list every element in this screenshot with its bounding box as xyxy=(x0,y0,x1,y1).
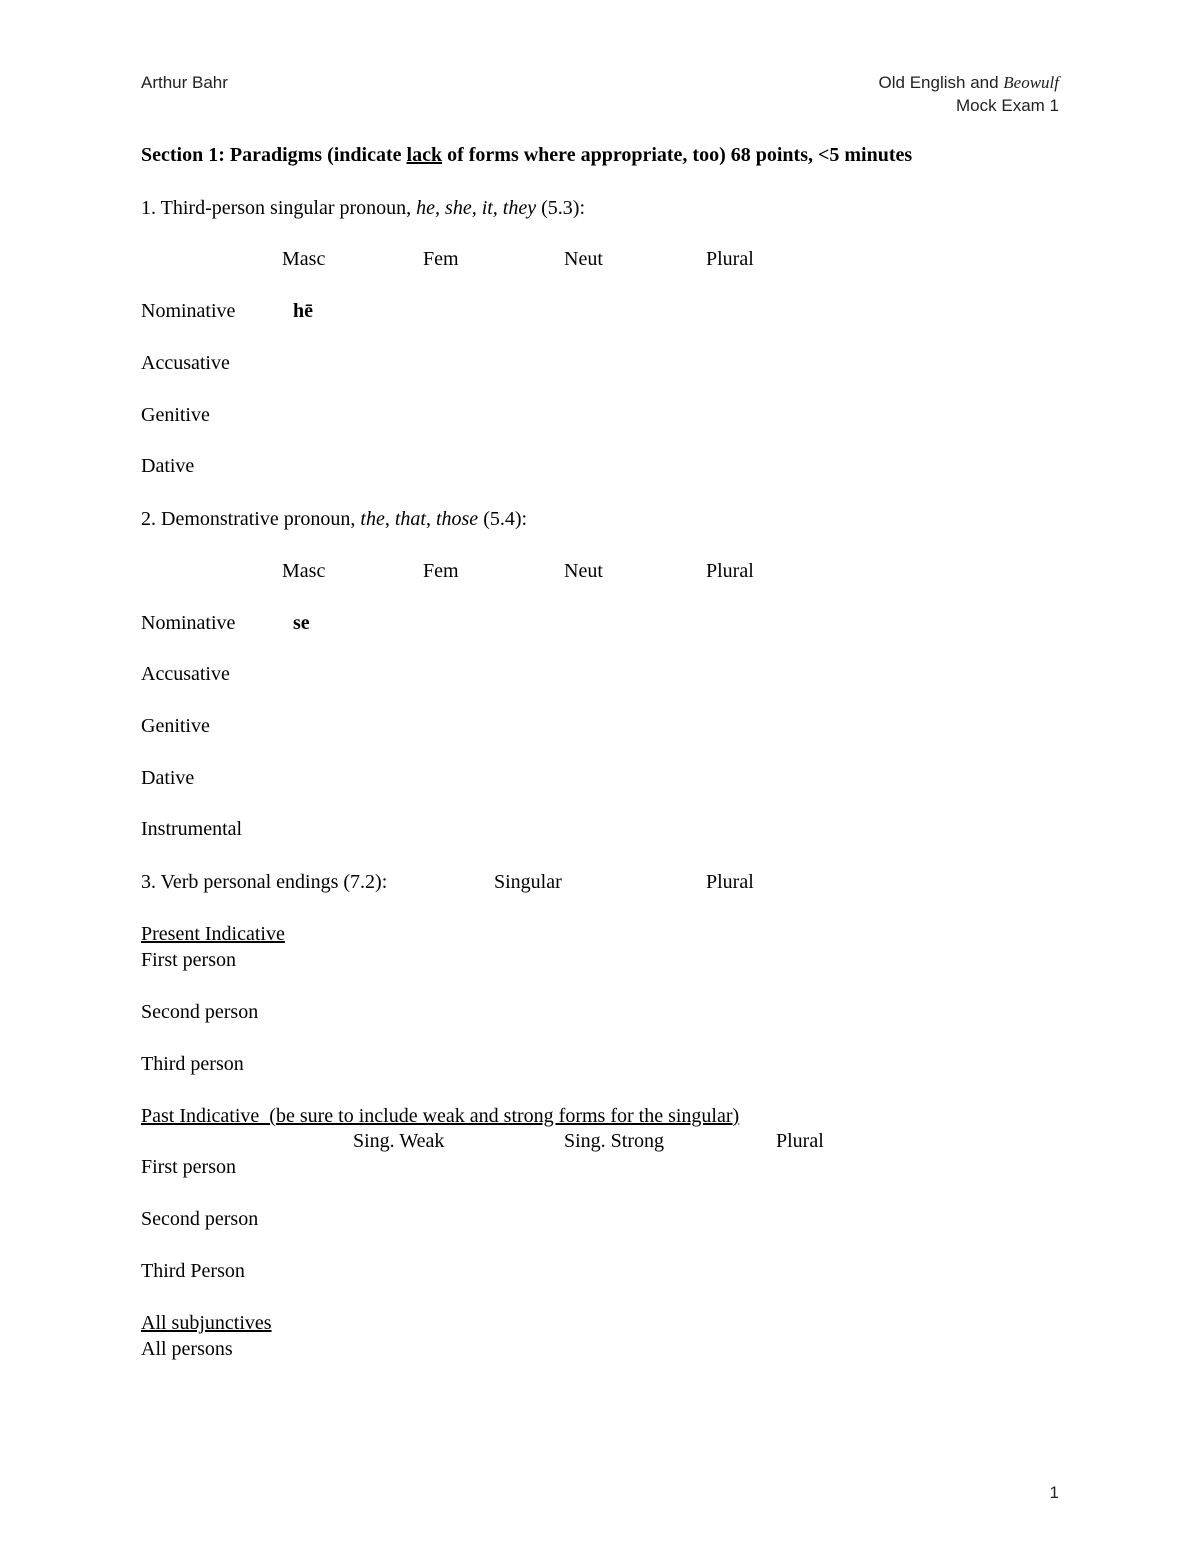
present-indicative-heading: Present Indicative xyxy=(141,923,285,945)
past-col-plural: Plural xyxy=(776,1130,824,1152)
section-heading-prefix: Section 1: Paradigms (indicate xyxy=(141,144,407,166)
section-heading-underlined: lack xyxy=(406,144,443,166)
subjunctives-heading: All subjunctives xyxy=(141,1312,272,1334)
present-row-second: Second person xyxy=(141,1001,259,1023)
q1-row-dative: Dative xyxy=(141,455,195,477)
q1-col-neut: Neut xyxy=(564,248,603,270)
q3-col-plural: Plural xyxy=(706,871,754,893)
section-heading-suffix: of forms where appropriate, too) 68 points, <5 minutes xyxy=(442,144,913,166)
q2-row-dative: Dative xyxy=(141,767,195,789)
past-col-sing-strong: Sing. Strong xyxy=(564,1130,665,1152)
q2-col-plural: Plural xyxy=(706,560,754,582)
q2-title-sep1: , xyxy=(384,508,395,530)
q1-title xyxy=(141,198,585,218)
q2-title-word-that: that xyxy=(394,508,426,530)
q1-col-masc: Masc xyxy=(282,248,326,270)
course-title xyxy=(879,74,1059,91)
q2-example-answer: se xyxy=(293,612,310,634)
q1-col-plural: Plural xyxy=(706,248,754,270)
past-col-sing-weak: Sing. Weak xyxy=(353,1130,445,1152)
q1-example-answer: hē xyxy=(293,300,313,322)
q2-col-masc: Masc xyxy=(282,560,326,582)
course-title-text: Old English and xyxy=(878,73,1004,92)
q3-title: 3. Verb personal endings (7.2): xyxy=(141,871,388,893)
q2-title-word-the: the xyxy=(360,508,385,530)
exam-title: Mock Exam 1 xyxy=(956,96,1059,115)
q2-title-word-those: those xyxy=(435,508,479,530)
course-title-italic: Beowulf xyxy=(1003,73,1059,92)
q2-row-accusative: Accusative xyxy=(141,663,230,685)
present-row-third: Third person xyxy=(141,1053,244,1075)
q3-col-singular: Singular xyxy=(494,871,562,893)
section-heading xyxy=(141,145,912,165)
q1-title-italic: he, she, it, they xyxy=(416,197,537,219)
present-row-first: First person xyxy=(141,949,236,971)
q1-title-prefix: 1. Third-person singular pronoun, xyxy=(141,197,417,219)
q2-row-nominative: Nominative xyxy=(141,612,236,634)
page-number: 1 xyxy=(1049,1483,1059,1502)
q2-title xyxy=(141,509,527,529)
q2-col-neut: Neut xyxy=(564,560,603,582)
q2-title-sep2: , xyxy=(425,508,436,530)
past-row-first: First person xyxy=(141,1156,236,1178)
past-indicative-heading: Past Indicative (be sure to include weak and strong forms for the singular) xyxy=(141,1105,740,1127)
q1-row-accusative: Accusative xyxy=(141,352,230,374)
q1-title-suffix: (5.3): xyxy=(536,197,586,219)
q1-row-nominative: Nominative xyxy=(141,300,236,322)
q2-title-suffix: (5.4): xyxy=(478,508,528,530)
subjunctives-row-all: All persons xyxy=(141,1338,233,1360)
q1-row-genitive: Genitive xyxy=(141,404,210,426)
q2-row-instrumental: Instrumental xyxy=(141,818,243,840)
q1-col-fem: Fem xyxy=(423,248,459,270)
q2-col-fem: Fem xyxy=(423,560,459,582)
past-row-third: Third Person xyxy=(141,1260,245,1282)
q2-title-prefix: 2. Demonstrative pronoun, xyxy=(141,508,361,530)
q2-row-genitive: Genitive xyxy=(141,715,210,737)
past-row-second: Second person xyxy=(141,1208,259,1230)
author-name: Arthur Bahr xyxy=(141,73,228,92)
